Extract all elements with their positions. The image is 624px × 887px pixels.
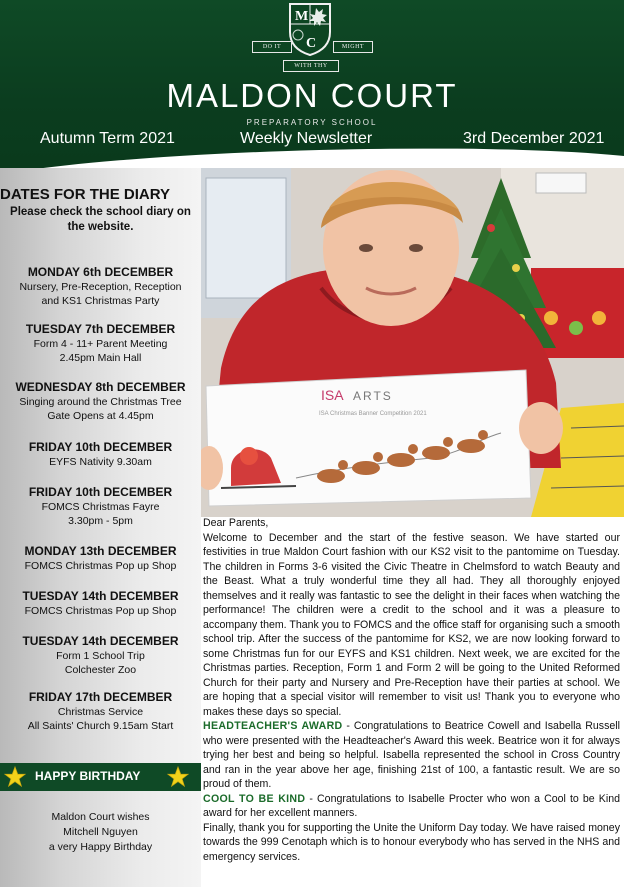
diary-heading: DATES FOR THE DIARY — [0, 186, 171, 203]
event-line: and KS1 Christmas Party — [41, 295, 160, 307]
term-label: Autumn Term 2021 — [40, 130, 175, 147]
star-icon — [167, 766, 189, 788]
birthday-line: Mitchell Nguyen — [63, 826, 138, 838]
event-line: 3.30pm - 5pm — [68, 515, 133, 527]
motto-scroll-bottom: WITH THY — [283, 60, 339, 72]
diary-subheading: Please check the school diary on the website. — [10, 206, 191, 233]
award-text: - Congratulations to Beatrice Cowell and Isabella Russell who were presented with the Headteacher's Award this week. Beatrice won it for always trying her best and being so helpful. Isabella represented the school in Cross Country and ran in the year above her age, finishing 21st of 100, a fantastic result. We are so proud of them. — [203, 720, 620, 790]
birthday-title: HAPPY BIRTHDAY — [35, 769, 141, 783]
diary-event — [0, 589, 201, 618]
event-line: FOMCS Christmas Fayre — [41, 501, 160, 513]
diary-event — [0, 380, 201, 423]
letter-intro: Welcome to December and the start of the festive season. We have started our festivities in true Maldon Court fashion with our KS2 visit to the pantomime on Tuesday. The children in Forms 3-6 visited the Civic Theatre in Chelmsford to watch Beauty and the Beast. What a truly wonderful time they all had. They all thoroughly enjoyed themselves and it really was fantastic to see the delight in their faces when watching the performance! The children were a credit to the school and it was a pleasure to accompany them. Thank you to FOMCS and the office staff for organising such a smooth school trip. After the success of the pantomime for KS2, we are now looking forward to some Christmas fun for our EYFS and KS1 children. Next week, we are excited for the Christmas parties. Reception, Form 1 and Form 2 will be going to the United Reformed Church for their party and Nursery and Pre-Reception have their parties at school. We are hoping that a special visitor will remember to visit us! Thank you to everyone who makes these days so special. — [203, 531, 620, 718]
diary-event — [0, 265, 201, 308]
event-date: WEDNESDAY 8th DECEMBER — [15, 380, 186, 394]
event-line: Christmas Service — [57, 706, 144, 718]
event-date: TUESDAY 14th DECEMBER — [22, 634, 179, 648]
child-banner-photo — [201, 168, 624, 517]
event-line: Singing around the Christmas Tree — [19, 396, 182, 408]
event-line: Nursery, Pre-Reception, Reception — [19, 281, 182, 293]
event-date: FRIDAY 17th DECEMBER — [28, 690, 173, 704]
letter-greeting: Dear Parents, — [203, 517, 269, 529]
issue-date: 3rd December 2021 — [463, 130, 605, 147]
star-icon — [4, 766, 26, 788]
diary-event — [0, 322, 201, 365]
motto-scroll-left: DO IT — [252, 41, 292, 53]
motto-scroll-right: MIGHT — [333, 41, 373, 53]
event-date: TUESDAY 14th DECEMBER — [22, 589, 179, 603]
crest-letter-m: M — [295, 9, 309, 24]
diary-event — [0, 544, 201, 573]
event-line: FOMCS Christmas Pop up Shop — [24, 605, 177, 617]
school-type: PREPARATORY SCHOOL — [246, 118, 378, 127]
birthday-message — [0, 810, 201, 855]
diary-event — [0, 634, 201, 677]
diary-event — [0, 690, 201, 733]
school-name: MALDON COURT — [166, 77, 458, 114]
diary-event — [0, 440, 201, 469]
crest-letter-c: C — [306, 36, 317, 51]
event-date: MONDAY 13th DECEMBER — [24, 544, 177, 558]
event-line: All Saints' Church 9.15am Start — [27, 720, 174, 732]
letter-closing: Finally, thank you for supporting the Unite the Uniform Day today. We have raised money towards the 999 Cenotaph which is to honour everybody who has served in the NHS and emergency services. — [203, 821, 620, 863]
event-line: Colchester Zoo — [64, 664, 137, 676]
banner-caption: ISA Christmas Banner Competition 2021 — [319, 411, 427, 417]
event-line: Gate Opens at 4.45pm — [47, 410, 154, 422]
event-date: TUESDAY 7th DECEMBER — [25, 322, 176, 336]
event-date: FRIDAY 10th DECEMBER — [28, 440, 173, 454]
event-line: FOMCS Christmas Pop up Shop — [24, 560, 177, 572]
event-date: FRIDAY 10th DECEMBER — [28, 485, 173, 499]
arts-logo-text: ARTS — [353, 389, 393, 403]
birthday-line: Maldon Court wishes — [51, 811, 150, 823]
award-paragraph — [203, 719, 620, 792]
kind-paragraph — [203, 792, 620, 821]
newsletter-title: Weekly Newsletter — [240, 130, 373, 147]
event-line: Form 1 School Trip — [56, 650, 145, 662]
award-heading: HEADTEACHER'S AWARD — [203, 720, 343, 732]
isa-logo-text: ISA — [321, 387, 344, 403]
event-line: Form 4 - 11+ Parent Meeting — [33, 338, 168, 350]
birthday-line: a very Happy Birthday — [48, 841, 153, 853]
newsletter-letter — [203, 516, 620, 864]
event-line: 2.45pm Main Hall — [59, 352, 142, 364]
school-crest-icon — [286, 2, 334, 56]
event-date: MONDAY 6th DECEMBER — [27, 265, 174, 279]
diary-event — [0, 485, 201, 528]
kind-text: - Congratulations to Isabelle Procter who won a Cool to be Kind award for her excellent manners. — [203, 792, 620, 819]
event-line: EYFS Nativity 9.30am — [49, 456, 152, 468]
kind-heading: COOL TO BE KIND — [203, 792, 306, 805]
